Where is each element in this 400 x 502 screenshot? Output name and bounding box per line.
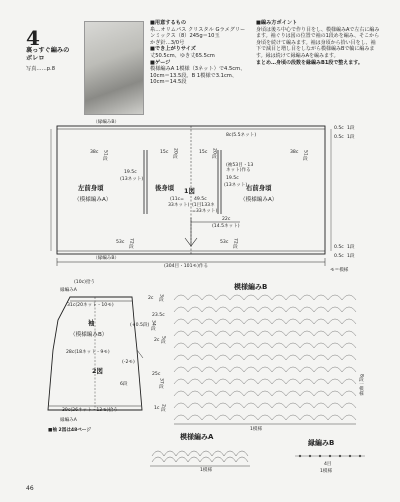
materials-line: ンミックス（8）245g＝10玉 [150,33,220,40]
sleeve-r-5: 5段 [160,336,166,344]
photo-reference: 写真……p.8 [26,66,55,72]
points-summary: まとめ…身頃の段数を縁編みB1段で整えます。 [256,59,363,66]
materials-heading: ■用意するもの [150,20,187,26]
back-label: 後身頃 [155,184,175,192]
page-number: 46 [26,485,34,492]
dim-20-left: 20段 [172,148,178,159]
sleeve-edge-a-bottom: 縁編みA [60,418,77,423]
materials-line: かぎ針…3/0号 [150,39,185,46]
dim-72-left: 72段 [128,238,134,249]
points-heading: ■編み方ポイント [256,20,298,26]
sleeve-r-1c: 1c [154,406,160,411]
sleeve-39c: 39c(26ネット・13モ)拾う [62,408,118,413]
sleeve-edge-a-top: 縁編みA [60,288,77,293]
right-front-sub: （模様編みA） [240,197,278,203]
edge-b-heading: 縁編みB [308,439,335,447]
dim-15c-right: 15c [199,150,208,155]
sleeve-open-note: (袖53目・13ネット)作る [226,163,254,174]
pattern-number: 4 [26,26,40,50]
gauge-line: 10cm＝14.5段 [150,79,187,86]
figure-2-label: 2図 [92,367,103,375]
dim-1-tr: 1段 [347,126,355,131]
edge-b-one-moyo: 1模様 [320,469,333,474]
dim-8c: 8c(5.5ネット) [226,133,257,138]
pattern-a-heading: 模様編みA [180,433,214,441]
dim-13net-left: (13ネット) [120,177,144,182]
sleeve-top-pickup: (10c)拾う [74,280,96,285]
pattern-title-line2: ボレロ [26,55,45,62]
edge-b-four: 4目 [324,462,332,467]
sleeve-r-25: 25c [152,372,161,377]
sleeve-28c: 28c(18ネット・9モ) [66,350,110,355]
figure-1-label: 1図 [184,187,195,195]
sleeve-r-2c2: 2c [154,338,160,343]
pattern-a-chart [150,451,250,466]
dim-05c-br: 0.5c [334,245,344,250]
sleeve-sub-label: （模様編みB） [70,332,108,338]
dim-1-br2: 1段 [347,254,355,259]
dim-38c-left: 38c [90,150,99,155]
dim-11c: (11c= [170,197,185,202]
sleeve-r-37: 37段 [158,378,164,389]
gauge-line: 10cm＝13.5段。B 1模様で3.1cm、 [150,72,238,79]
width-label: (304目・101モ)作る [164,264,209,269]
dim-1-tr2: 1段 [347,135,355,140]
left-front-sub: （模様編みA） [74,197,112,203]
size-line: 丈50.5cm、ゆき丈65.5cm [150,52,215,59]
dim-13net-right: (13ネット) [224,183,248,188]
sleeve-r-dec: (-2モ) [122,360,135,365]
dim-51-right: 51段 [302,150,308,161]
dim-22c: 22c [222,217,231,222]
edge-b-bottom-label: （縁編みB） [93,256,120,261]
eight-rows-label: 8段一模様 [358,374,364,396]
pattern-b-heading: 模様編みB [234,283,268,291]
edge-b-top-label: （縁編みB） [93,120,120,125]
size-heading: ■でき上がりサイズ [150,46,196,53]
left-front-label: 左前身頃 [78,184,104,192]
sleeve-r-2c: 2c [148,296,154,301]
edge-b-chart [295,455,365,457]
dim-195-right: 19.5c [226,176,239,181]
dim-38c-right: 38c [290,150,299,155]
dim-33: =33ネット) [192,209,218,214]
dim-20-right: 20段 [211,148,217,159]
dim-53c-right: 53c [220,240,229,245]
dim-495: 49.5c [194,197,207,202]
dim-72-right: 72段 [232,238,238,249]
materials-line: 糸…オリムパス クリスタル Gラメグリー [150,26,246,33]
dim-1-br: 1段 [347,245,355,250]
sleeve-r-34: 34段 [150,320,156,331]
points-text: 身頃は後ろ中心で作り目をし、模様編みAで左右に編みます。袖ぐりは図の位置で袖の1段めを編み、そこから身頃を続けて編みます。袖は身頃から拾い目をし、袖下で減目と増し目をしながら模様編みBで輪に編みます。縁は続けて縁編みAを編みます。 [256,26,380,59]
sleeve-31c: 31c(20ネット・10モ) [67,303,114,308]
moyo-legend: モ＝模様 [330,268,349,273]
pattern-title-line1: 裏っすぐ編みの [26,47,70,54]
one-moyo-a-label: 1模様 [200,468,213,473]
one-moyo-b-label: 1模様 [250,427,263,432]
dim-05c-tr2: 0.5c [334,135,344,140]
gauge-line: 模様編みA 1模様（3ネット）で4.5cm、 [150,66,246,73]
sleeve-r-2: 2段 [160,404,166,412]
pattern-b-chart [174,295,356,424]
dim-05c-tr: 0.5c [334,126,344,131]
dim-51-left: 51段 [102,150,108,161]
dim-15c-left: 15c [160,150,169,155]
dim-195-left: 19.5c [124,170,137,175]
dim-145net: (14.5ネット) [212,224,240,229]
dim-53c-left: 53c [116,240,125,245]
sleeve-r-plus: (+0.5段) [130,323,150,328]
dim-05c-br2: 0.5c [334,254,344,259]
sleeve-r-235: 23.5c [152,313,165,318]
sleeve-r-3: 3段 [158,294,164,302]
right-front-label: 右前身頃 [246,184,272,192]
sleeve-note: ■袖 2図は48ページ [48,428,91,433]
dim-133: (1目133ネ [192,203,215,208]
gauge-heading: ■ゲージ [150,59,171,66]
dim-33net: 33ネット) [168,203,190,208]
sleeve-label: 袖 [88,319,95,327]
sleeve-r-6: 6段 [120,382,128,387]
